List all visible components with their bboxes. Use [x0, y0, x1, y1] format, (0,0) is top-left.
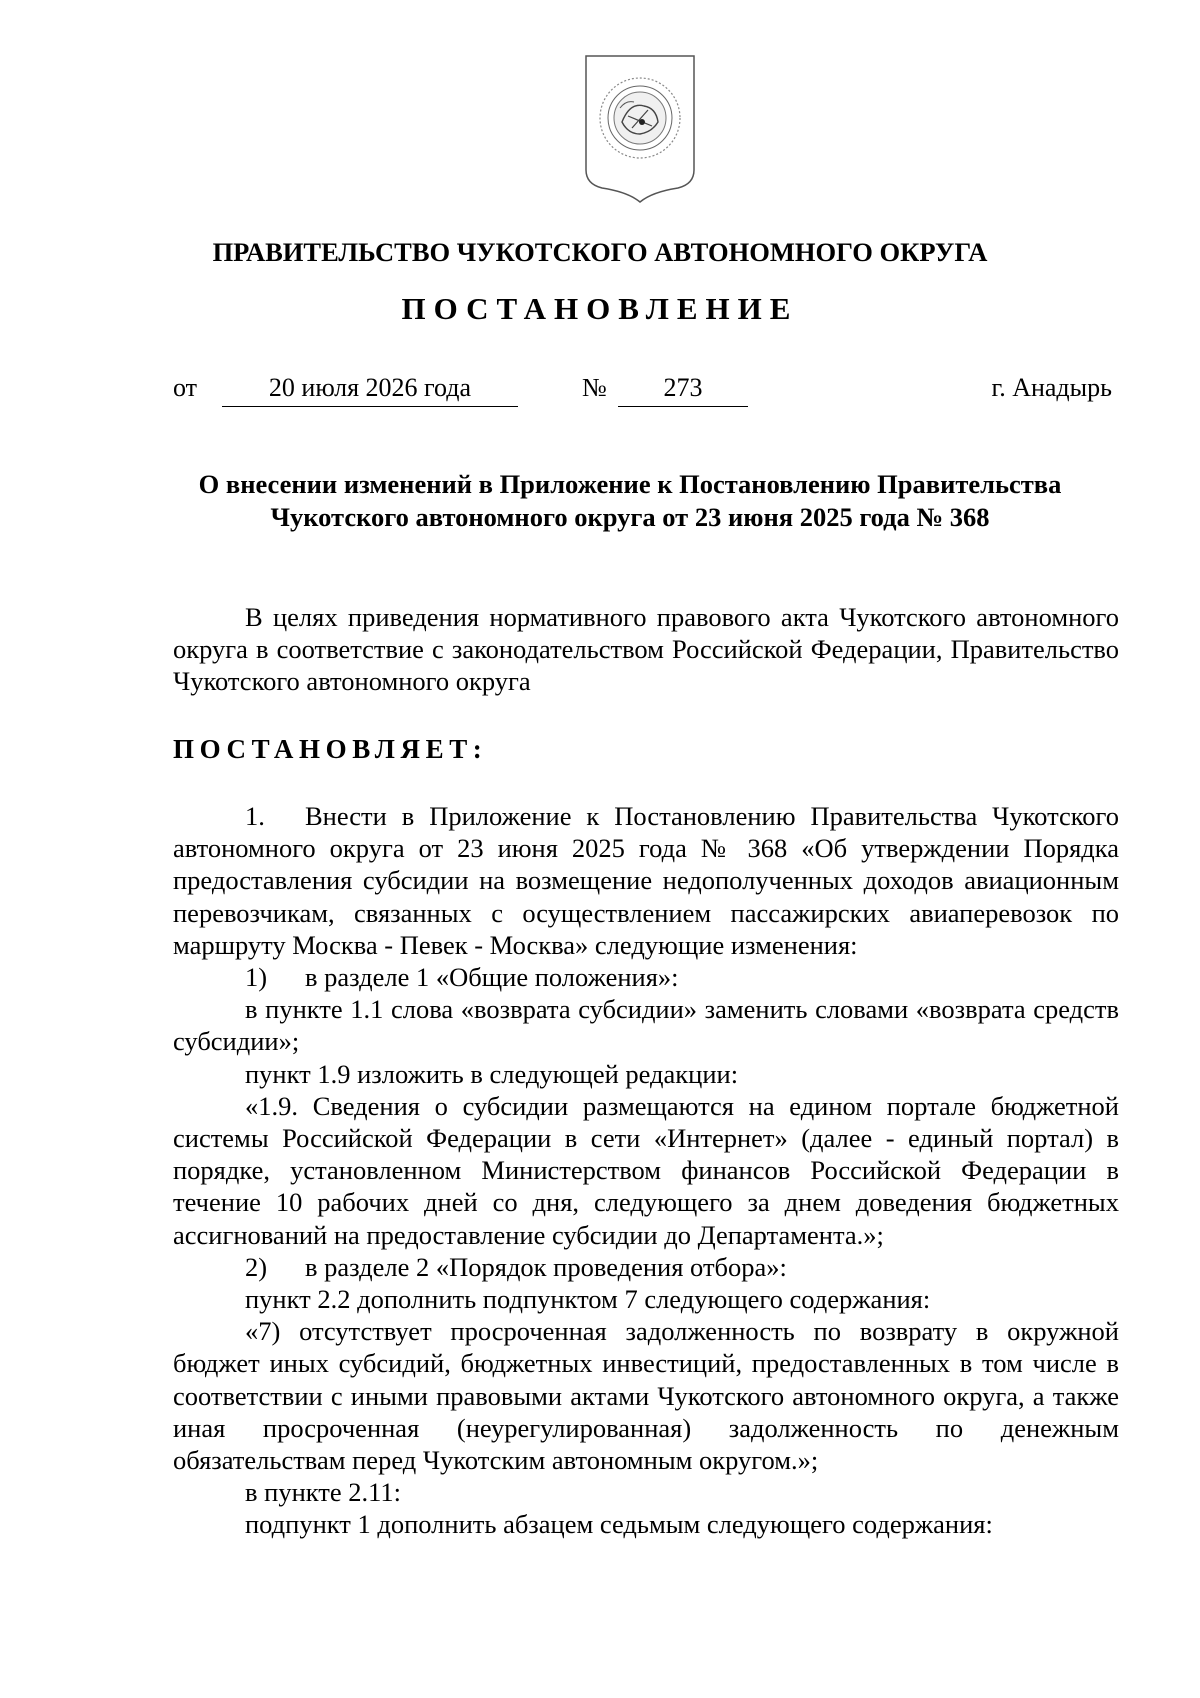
decree-meta-row: [0, 372, 1200, 412]
preamble: [173, 601, 1119, 698]
item-number: 1.: [245, 801, 265, 831]
resolves-heading: ПОСТАНОВЛЯЕТ:: [173, 734, 488, 764]
decree-number: 273: [618, 372, 748, 407]
subitem-number: 2): [245, 1251, 268, 1282]
government-heading: ПРАВИТЕЛЬСТВО ЧУКОТСКОГО АВТОНОМНОГО ОКРУГА: [212, 237, 988, 267]
coat-of-arms-emblem-icon: [582, 52, 698, 204]
decree-title-line: Чукотского автономного округа от 23 июня 2025 года № 368: [270, 502, 990, 532]
paragraph: подпункт 1 дополнить абзацем седьмым следующего содержания:: [245, 1509, 993, 1540]
document-type-heading: ПОСТАНОВЛЕНИЕ: [401, 291, 799, 326]
paragraph: в пункте 1.1 слова «возврата субсидии» заменить словами «возврата средств субсидии»;: [173, 994, 1119, 1057]
paragraph: «7) отсутствует просроченная задолженность по возврату в окружной бюджет иных субсидий, бюджетных инвестиций, предоставленных в том числе в соответствии с иными правовыми актами Чукотского автономного округа, а также иная просроченная (неурегулированная) задолженность по денежным обязательствам перед Чукотским автономным округом.»;: [173, 1316, 1119, 1476]
number-prefix: №: [582, 373, 607, 402]
decree-date: 20 июля 2026 года: [222, 372, 518, 407]
subitem-text: в разделе 2 «Порядок проведения отбора»:: [305, 1251, 787, 1282]
decree-items: [173, 800, 1119, 1541]
subitem-2: [173, 1251, 1119, 1283]
date-prefix: от: [173, 373, 198, 402]
subitem-text: в разделе 1 «Общие положения»:: [305, 962, 679, 993]
item-text: Внести в Приложение к Постановлению Правительства Чукотского автономного округа от 23 июня 2025 года № 368 «Об утверждении Порядка предоставления субсидии на возмещение недополученных доходов авиационным перевозчикам, связанных с осуществлением пассажирских авиаперевозок по маршруту Москва - Певек - Москва» следующие изменения:: [173, 801, 1119, 960]
decree-title-line: О внесении изменений в Приложение к Постановлению Правительства: [198, 469, 1062, 499]
paragraph: в пункте 2.11:: [245, 1477, 401, 1508]
subitem-number: 1): [245, 962, 268, 993]
preamble-text: В целях приведения нормативного правового акта Чукотского автономного округа в соответствие с законодательством Российской Федерации, Правительство Чукотского автономного округа: [173, 602, 1119, 697]
item-1: [173, 800, 1119, 961]
decree-city: г. Анадырь: [991, 373, 1112, 402]
decree-title: [150, 468, 1110, 534]
subitem-1: [173, 961, 1119, 993]
paragraph: пункт 2.2 дополнить подпунктом 7 следующего содержания:: [245, 1284, 931, 1315]
paragraph: «1.9. Сведения о субсидии размещаются на едином портале бюджетной системы Российской Федерации в сети «Интернет» (далее - единый портал) в порядке, установленном Министерством финансов Российской Федерации в течение 10 рабочих дней со дня, следующего за днем доведения бюджетных ассигнований на предоставление субсидии до Департамента.»;: [173, 1090, 1119, 1250]
paragraph: пункт 1.9 изложить в следующей редакции:: [245, 1058, 739, 1089]
